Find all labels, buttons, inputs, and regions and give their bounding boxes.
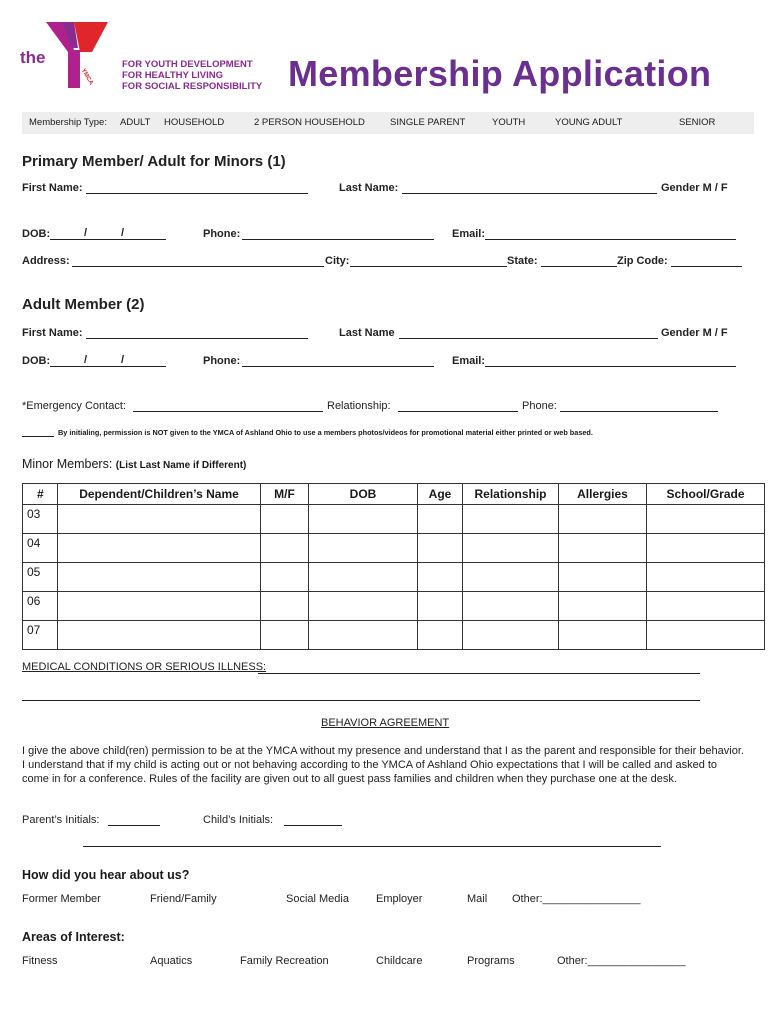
cell-age[interactable]: [418, 621, 463, 650]
hear-option-former-member[interactable]: Former Member: [22, 893, 101, 905]
hear-heading: How did you hear about us?: [22, 868, 190, 882]
table-header-row: [23, 484, 765, 505]
adult2-last-name-field[interactable]: [399, 338, 658, 339]
primary-gender-label[interactable]: Gender M / F: [661, 182, 728, 194]
primary-first-name-label: First Name:: [22, 182, 83, 194]
cell-name[interactable]: [58, 563, 261, 592]
membership-type-bar: [22, 112, 754, 134]
cell-age[interactable]: [418, 534, 463, 563]
hear-option-mail[interactable]: Mail: [467, 893, 488, 905]
adult2-heading: Adult Member (2): [22, 296, 145, 313]
cell-mf[interactable]: [261, 592, 309, 621]
interest-option-fitness[interactable]: Fitness: [22, 955, 58, 967]
membership-type-single-parent[interactable]: SINGLE PARENT: [390, 117, 466, 128]
table-row: [23, 563, 765, 592]
cell-allergies[interactable]: [559, 505, 647, 534]
adult2-gender-label[interactable]: Gender M / F: [661, 327, 728, 339]
row-number: 05: [23, 563, 58, 592]
logo-letters: YMCA: [79, 67, 94, 87]
cell-allergies[interactable]: [559, 592, 647, 621]
primary-city-field[interactable]: [350, 266, 507, 267]
col-allergies-header: Allergies: [559, 484, 647, 505]
cell-name[interactable]: [58, 505, 261, 534]
cell-relationship[interactable]: [463, 563, 559, 592]
cell-mf[interactable]: [261, 563, 309, 592]
behavior-text: I give the above child(ren) permission to be at the YMCA without my presence and understand that I as the parent and responsible for their behavior. I understand that if my child is acting out or not behaving according to the YMCA of Ashland Ohio expectations that I will be called and asked to come in for a conference. Rules of the facility are given out to all guest pass families and children when they purchase one at the desk.: [22, 745, 744, 785]
cell-dob[interactable]: [309, 505, 418, 534]
adult2-last-name-label: Last Name: [339, 327, 395, 339]
minor-members-title: Minor Members:: [22, 457, 113, 471]
cell-allergies[interactable]: [559, 563, 647, 592]
cell-dob[interactable]: [309, 592, 418, 621]
emergency-relationship-label: Relationship:: [327, 400, 391, 412]
row-number: 06: [23, 592, 58, 621]
emergency-contact-field[interactable]: [133, 411, 323, 412]
tagline-2: FOR HEALTHY LIVING: [122, 70, 223, 81]
membership-type-label: Membership Type:: [29, 117, 107, 128]
interest-option-programs[interactable]: Programs: [467, 955, 515, 967]
cell-age[interactable]: [418, 505, 463, 534]
primary-city-label: City:: [325, 255, 350, 267]
primary-first-name-field[interactable]: [86, 193, 308, 194]
col-school-header: School/Grade: [647, 484, 765, 505]
adult2-phone-field[interactable]: [242, 366, 434, 367]
cell-allergies[interactable]: [559, 534, 647, 563]
membership-type-household[interactable]: HOUSEHOLD: [164, 117, 225, 128]
primary-last-name-field[interactable]: [402, 193, 657, 194]
hear-option-social-media[interactable]: Social Media: [286, 893, 349, 905]
adult2-dob-slash-2: /: [121, 354, 125, 366]
hear-option-friend-family[interactable]: Friend/Family: [150, 893, 217, 905]
adult2-email-label: Email:: [452, 355, 486, 367]
col-age-header: Age: [418, 484, 463, 505]
cell-name[interactable]: [58, 534, 261, 563]
emergency-relationship-field[interactable]: [398, 411, 518, 412]
child-initials-field[interactable]: [284, 825, 342, 826]
cell-age[interactable]: [418, 592, 463, 621]
medical-field-1[interactable]: [258, 673, 700, 674]
primary-address-label: Address:: [22, 255, 70, 267]
membership-type-youth[interactable]: YOUTH: [492, 117, 526, 128]
cell-relationship[interactable]: [463, 505, 559, 534]
cell-relationship[interactable]: [463, 592, 559, 621]
cell-dob[interactable]: [309, 534, 418, 563]
cell-school[interactable]: [647, 534, 765, 563]
primary-last-name-label: Last Name:: [339, 182, 399, 194]
cell-name[interactable]: [58, 592, 261, 621]
signature-line[interactable]: [83, 846, 661, 847]
page-title: Membership Application: [288, 53, 712, 94]
primary-address-field[interactable]: [72, 266, 324, 267]
cell-age[interactable]: [418, 563, 463, 592]
adult2-phone-label: Phone:: [203, 355, 241, 367]
emergency-phone-field[interactable]: [560, 411, 718, 412]
parent-initials-field[interactable]: [108, 825, 160, 826]
interest-option-other[interactable]: Other:________________: [557, 955, 686, 967]
col-mf-header: M/F: [261, 484, 309, 505]
interest-option-aquatics[interactable]: Aquatics: [150, 955, 193, 967]
ymca-logo: [18, 18, 118, 94]
emergency-contact-label: *Emergency Contact:: [22, 400, 126, 412]
primary-email-label: Email:: [452, 228, 486, 240]
interest-option-family-recreation[interactable]: Family Recreation: [240, 955, 329, 967]
cell-name[interactable]: [58, 621, 261, 650]
tagline-1: FOR YOUTH DEVELOPMENT: [122, 59, 253, 70]
cell-mf[interactable]: [261, 621, 309, 650]
emergency-phone-label: Phone:: [522, 400, 557, 412]
minor-members-subtitle: (List Last Name if Different): [115, 460, 247, 471]
primary-state-field[interactable]: [541, 266, 617, 267]
table-row: [23, 505, 765, 534]
cell-dob[interactable]: [309, 621, 418, 650]
table-row: [23, 592, 765, 621]
col-number-header: #: [23, 484, 58, 505]
medical-label: MEDICAL CONDITIONS OR SERIOUS ILLNESS:: [22, 661, 267, 673]
membership-type-adult[interactable]: ADULT: [120, 117, 151, 128]
cell-relationship[interactable]: [463, 534, 559, 563]
adult2-dob-field[interactable]: [50, 366, 166, 367]
col-name-header: Dependent/Children’s Name: [58, 484, 261, 505]
primary-heading: Primary Member/ Adult for Minors (1): [22, 153, 286, 170]
adult2-first-name-field[interactable]: [86, 338, 308, 339]
minor-members-table: [22, 483, 765, 650]
child-initials-label: Child’s Initials:: [203, 814, 274, 826]
cell-mf[interactable]: [261, 505, 309, 534]
primary-email-field[interactable]: [485, 239, 736, 240]
primary-dob-field[interactable]: [50, 239, 166, 240]
membership-type-young-adult[interactable]: YOUNG ADULT: [555, 117, 623, 128]
table-row: [23, 534, 765, 563]
photo-consent-initials-field[interactable]: [22, 436, 54, 437]
logo-taglines: [122, 59, 262, 92]
medical-field-2[interactable]: [22, 700, 700, 701]
parent-initials-label: Parent’s Initials:: [22, 814, 100, 826]
cell-school[interactable]: [647, 563, 765, 592]
cell-mf[interactable]: [261, 534, 309, 563]
row-number: 07: [23, 621, 58, 650]
cell-school[interactable]: [647, 592, 765, 621]
primary-phone-label: Phone:: [203, 228, 241, 240]
col-relationship-header: Relationship: [463, 484, 559, 505]
table-row: [23, 621, 765, 650]
cell-school[interactable]: [647, 505, 765, 534]
membership-type-senior[interactable]: SENIOR: [679, 117, 716, 128]
hear-option-other[interactable]: Other:________________: [512, 893, 641, 905]
behavior-heading: BEHAVIOR AGREEMENT: [321, 717, 450, 729]
row-number: 04: [23, 534, 58, 563]
primary-dob-slash-2: /: [121, 227, 125, 239]
cell-school[interactable]: [647, 621, 765, 650]
primary-dob-label: DOB:: [22, 228, 51, 240]
col-dob-header: DOB: [309, 484, 418, 505]
adult2-email-field[interactable]: [485, 366, 736, 367]
hear-option-employer[interactable]: Employer: [376, 893, 423, 905]
primary-zip-field[interactable]: [671, 266, 742, 267]
adult2-first-name-label: First Name:: [22, 327, 83, 339]
photo-consent-text: By initialing, permission is NOT given to the YMCA of Ashland Ohio to use a members photos/videos for promotional material either printed or web based.: [58, 428, 593, 437]
tagline-3: FOR SOCIAL RESPONSIBILITY: [122, 81, 263, 92]
minor-members-heading: [22, 457, 246, 471]
primary-zip-label: Zip Code:: [617, 255, 668, 267]
membership-type-2-person[interactable]: 2 PERSON HOUSEHOLD: [254, 117, 365, 128]
row-number: 03: [23, 505, 58, 534]
cell-dob[interactable]: [309, 563, 418, 592]
interest-option-childcare[interactable]: Childcare: [376, 955, 423, 967]
primary-state-label: State:: [507, 255, 538, 267]
adult2-dob-label: DOB:: [22, 355, 51, 367]
interest-heading: Areas of Interest:: [22, 930, 125, 944]
cell-relationship[interactable]: [463, 621, 559, 650]
primary-dob-slash-1: /: [84, 227, 88, 239]
primary-phone-field[interactable]: [242, 239, 434, 240]
adult2-dob-slash-1: /: [84, 354, 88, 366]
cell-allergies[interactable]: [559, 621, 647, 650]
logo-wordmark: the: [20, 48, 46, 67]
